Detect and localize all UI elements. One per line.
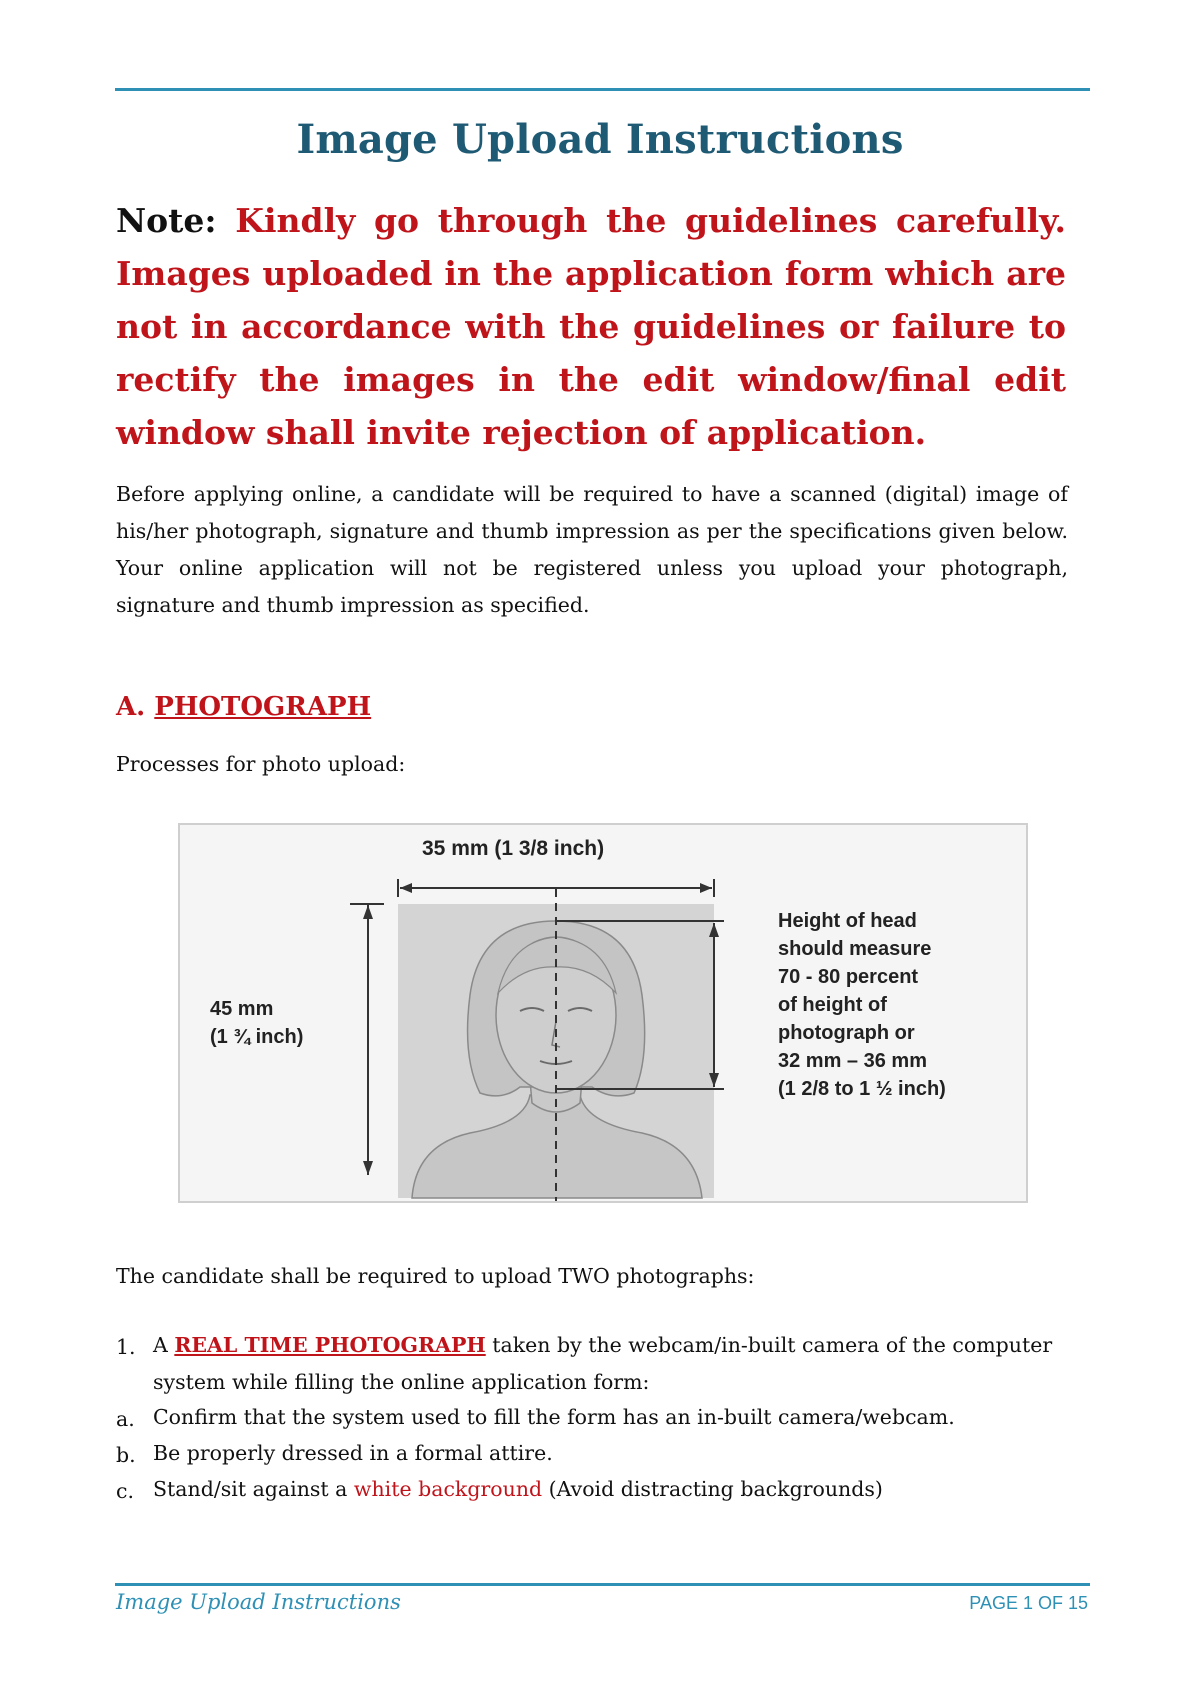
- list-marker: b.: [116, 1443, 136, 1467]
- list-marker: 1.: [116, 1335, 136, 1359]
- head-line: should measure: [778, 938, 932, 960]
- head-height-label: [778, 907, 946, 1103]
- process-label: Processes for photo upload:: [116, 752, 406, 776]
- real-time-photograph-highlight: REAL TIME PHOTOGRAPH: [174, 1333, 486, 1357]
- head-line: photograph or: [778, 1022, 915, 1044]
- text-span: A: [153, 1333, 175, 1357]
- width-label: 35 mm (1 3/8 inch): [422, 837, 605, 860]
- page-title: Image Upload Instructions: [296, 116, 904, 163]
- note-label: Note:: [116, 201, 217, 240]
- height-label-mm: 45 mm: [210, 998, 274, 1020]
- footer-page-number: PAGE 1 OF 15: [969, 1593, 1088, 1613]
- text-span: taken by the webcam/in-built camera of the computer system while filling the online application form:: [153, 1333, 1053, 1394]
- intro-paragraph: Before applying online, a candidate will be required to have a scanned (digital) image of his/her photograph, signature and thumb impression as per the specifications given below. Your online application will not be registered unless you upload your photograph, signature and thumb impression as specified.: [116, 482, 1068, 617]
- head-line: 70 - 80 percent: [778, 966, 919, 988]
- text-span: Stand/sit against a: [153, 1477, 354, 1501]
- list-text: [153, 1327, 1073, 1401]
- note-text: Kindly go through the guidelines carefully. Images uploaded in the application form which are not in accordance with the guidelines or failure to rectify the images in the edit window/final edit window shall invite rejection of application.: [116, 201, 1066, 452]
- list-text: Be properly dressed in a formal attire.: [153, 1441, 553, 1465]
- list-marker: a.: [116, 1407, 135, 1431]
- two-photographs-text: The candidate shall be required to upload TWO photographs:: [116, 1264, 755, 1288]
- head-line: Height of head: [778, 910, 917, 932]
- photo-specification-figure: [178, 823, 1028, 1203]
- section-title: PHOTOGRAPH: [154, 692, 372, 722]
- header-rule: [115, 88, 1090, 91]
- white-background-highlight: white background: [353, 1477, 543, 1501]
- text-span: (Avoid distracting backgrounds): [542, 1477, 883, 1501]
- height-label-inch: (1 ¾ inch): [210, 1026, 304, 1048]
- footer-rule: [115, 1583, 1090, 1586]
- list-text: Confirm that the system used to fill the form has an in-built camera/webcam.: [153, 1405, 955, 1429]
- head-line: (1 2/8 to 1 ½ inch): [778, 1078, 946, 1100]
- section-heading-photograph: [116, 692, 371, 722]
- note-paragraph: [116, 194, 1066, 459]
- list-marker: c.: [116, 1479, 134, 1503]
- head-line: 32 mm – 36 mm: [778, 1050, 927, 1072]
- footer-document-title: Image Upload Instructions: [116, 1590, 401, 1614]
- head-line: of height of: [778, 994, 887, 1016]
- section-prefix: A.: [116, 692, 155, 722]
- list-text: [153, 1471, 1073, 1508]
